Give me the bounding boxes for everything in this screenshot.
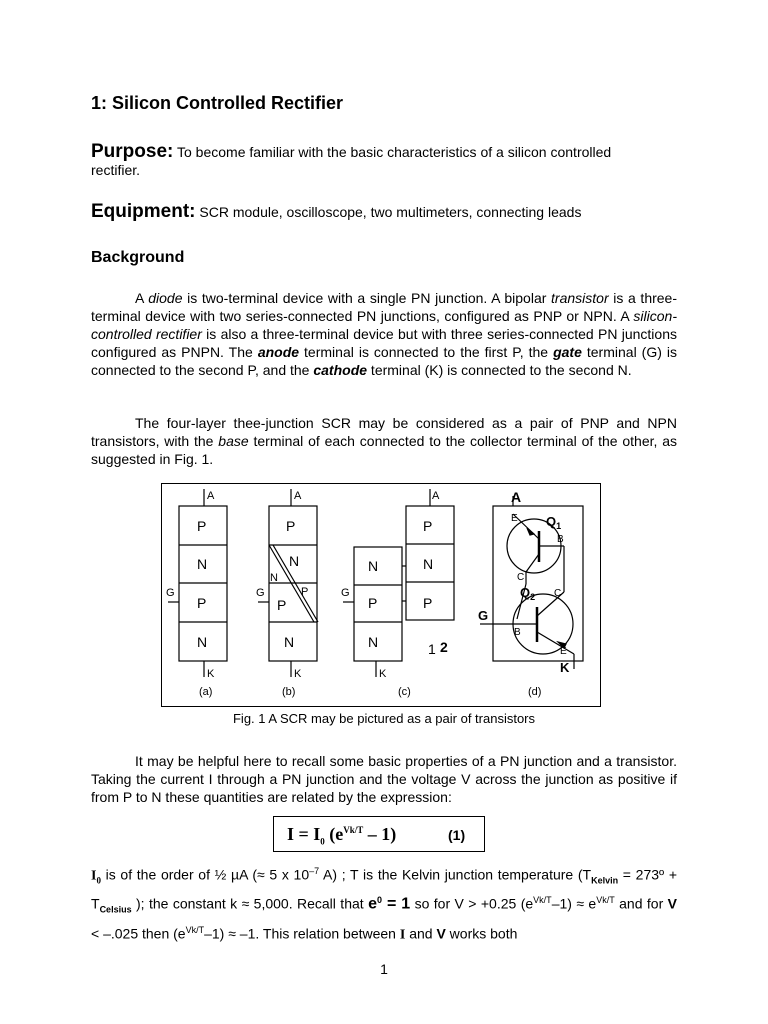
purpose-label: Purpose:	[91, 141, 174, 162]
fig-d-q2-pin-b: B	[514, 627, 521, 638]
fig-a-label: (a)	[199, 686, 213, 698]
background-paragraph-1: A diode is two-terminal device with a single PN junction. A bipolar transistor is a three-terminal device with two series-connected PN junctions, configured as PNP or NPN. A silicon-controlled rectifier is also a three-terminal device but with three series-connected PN junctions configured as PNPN. The anode terminal is connected to the first P, the gate terminal (G) is connected to the second P, and the cathode terminal (K) is connected to the second N.	[91, 290, 678, 378]
fig-c-layer-n3: N	[368, 558, 379, 574]
term-anode: anode	[257, 344, 300, 360]
background-heading: Background	[91, 249, 185, 266]
fig-d-terminal-a: A	[511, 489, 522, 505]
equation-number: (1)	[448, 827, 466, 843]
fig-c-label: (c)	[398, 686, 411, 698]
term-transistor: transistor	[551, 290, 609, 306]
equipment-text: SCR module, oscilloscope, two multimeters, connecting leads	[199, 204, 582, 220]
fig-a-terminal-k: K	[207, 668, 215, 680]
fig-d-terminal-g: G	[478, 608, 489, 623]
junction-paragraph: $I_0$ is of the order of ½ µA (≈ 5 x $10^{-7}$ A) ; T is the Kelvin junction temperature ($T_{Kelvin}$ = 273º + $T_{Celsius}$ ); the constant k ≈ 5,000. Recall that $e^0 = 1$ so for V > +0.25 $(e^{Vk/T}-1) \approx e^{Vk/T}$ and for V < –.025 then $(e^{Vk/T}-1) \approx -1$. This relation between I and V works both	[91, 866, 678, 943]
fig-c-terminal-g: G	[341, 587, 350, 599]
fig-c-layer-p3: P	[368, 595, 378, 611]
term-base: base	[218, 433, 249, 449]
diagram-c	[343, 489, 454, 677]
fig-a-layer-n1: N	[197, 556, 208, 572]
term-diode: diode	[148, 290, 183, 306]
fig-b-layer-n1: N	[289, 553, 300, 569]
fig-b-layer-p2: P	[277, 597, 287, 613]
equipment-label: Equipment:	[91, 201, 196, 222]
fig-c-terminal-a: A	[432, 490, 440, 502]
fig-c-layer-p1: P	[423, 518, 433, 534]
fig-c-num-1: 1	[428, 641, 436, 657]
diagram-d	[480, 496, 583, 669]
fig-b-terminal-a: A	[294, 490, 302, 502]
fig-d-q2-label: $Q_2$	[520, 585, 536, 602]
fig-c-layer-n1: N	[423, 556, 434, 572]
figure-caption: Fig. 1 A SCR may be pictured as a pair of transistors	[232, 711, 536, 726]
fig-a-layer-n2: N	[197, 634, 208, 650]
properties-paragraph: It may be helpful here to recall some basic properties of a PN junction and a transistor. Taking the current I through a PN junction and the voltage V across the junction as positive if from P to N these quantities are related by the expression:	[91, 753, 677, 805]
fig-b-layer-n2: N	[284, 634, 295, 650]
equation-expression: $I = I_0$ $(e^{Vk/T} - 1)$	[287, 824, 397, 847]
fig-d-q1-label: $Q_1$	[546, 514, 562, 531]
fig-b-label: (b)	[282, 686, 296, 698]
fig-c-num-2: 2	[440, 639, 448, 655]
fig-d-q1-pin-b: B	[557, 534, 564, 545]
fig-a-terminal-g: G	[166, 587, 175, 599]
fig-b-layer-p-small: P	[301, 586, 309, 598]
fig-b-terminal-g: G	[256, 587, 265, 599]
page-number: 1	[380, 961, 388, 977]
fig-a-terminal-a: A	[207, 490, 215, 502]
purpose-text-line1: To become familiar with the basic characteristics of a silicon controlled	[177, 144, 612, 160]
fig-a-layer-p1: P	[197, 518, 207, 534]
figure-1	[161, 483, 601, 707]
scr-diagram	[162, 484, 599, 705]
term-scr: silicon-controlled rectifier	[91, 308, 677, 342]
fig-c-layer-n4: N	[368, 634, 379, 650]
fig-d-terminal-k: K	[560, 660, 570, 675]
fig-d-q2-pin-e: E	[560, 646, 567, 657]
equipment-section	[91, 203, 679, 221]
background-paragraph-2: The four-layer thee-junction SCR may be considered as a pair of PNP and NPN transistors, with the base terminal of each connected to the collector terminal of the other, as suggested in Fig. 1.	[91, 415, 677, 467]
term-gate: gate	[553, 344, 582, 360]
purpose-section	[91, 143, 679, 179]
fig-c-layer-p2: P	[423, 595, 433, 611]
fig-d-label: (d)	[528, 686, 542, 698]
fig-b-layer-n-small: N	[270, 572, 278, 584]
fig-d-q1-pin-e: E	[511, 513, 518, 524]
fig-a-layer-p2: P	[197, 595, 207, 611]
fig-d-q2-pin-c: C	[554, 588, 562, 599]
fig-b-layer-p1: P	[286, 518, 296, 534]
equation-1	[273, 816, 485, 852]
fig-b-terminal-k: K	[294, 668, 302, 680]
fig-d-q1-pin-c: C	[517, 572, 525, 583]
page-title: 1: Silicon Controlled Rectifier	[91, 93, 344, 113]
fig-c-terminal-k: K	[379, 668, 387, 680]
purpose-text-line2: rectifier.	[91, 162, 141, 178]
term-cathode: cathode	[313, 362, 368, 378]
